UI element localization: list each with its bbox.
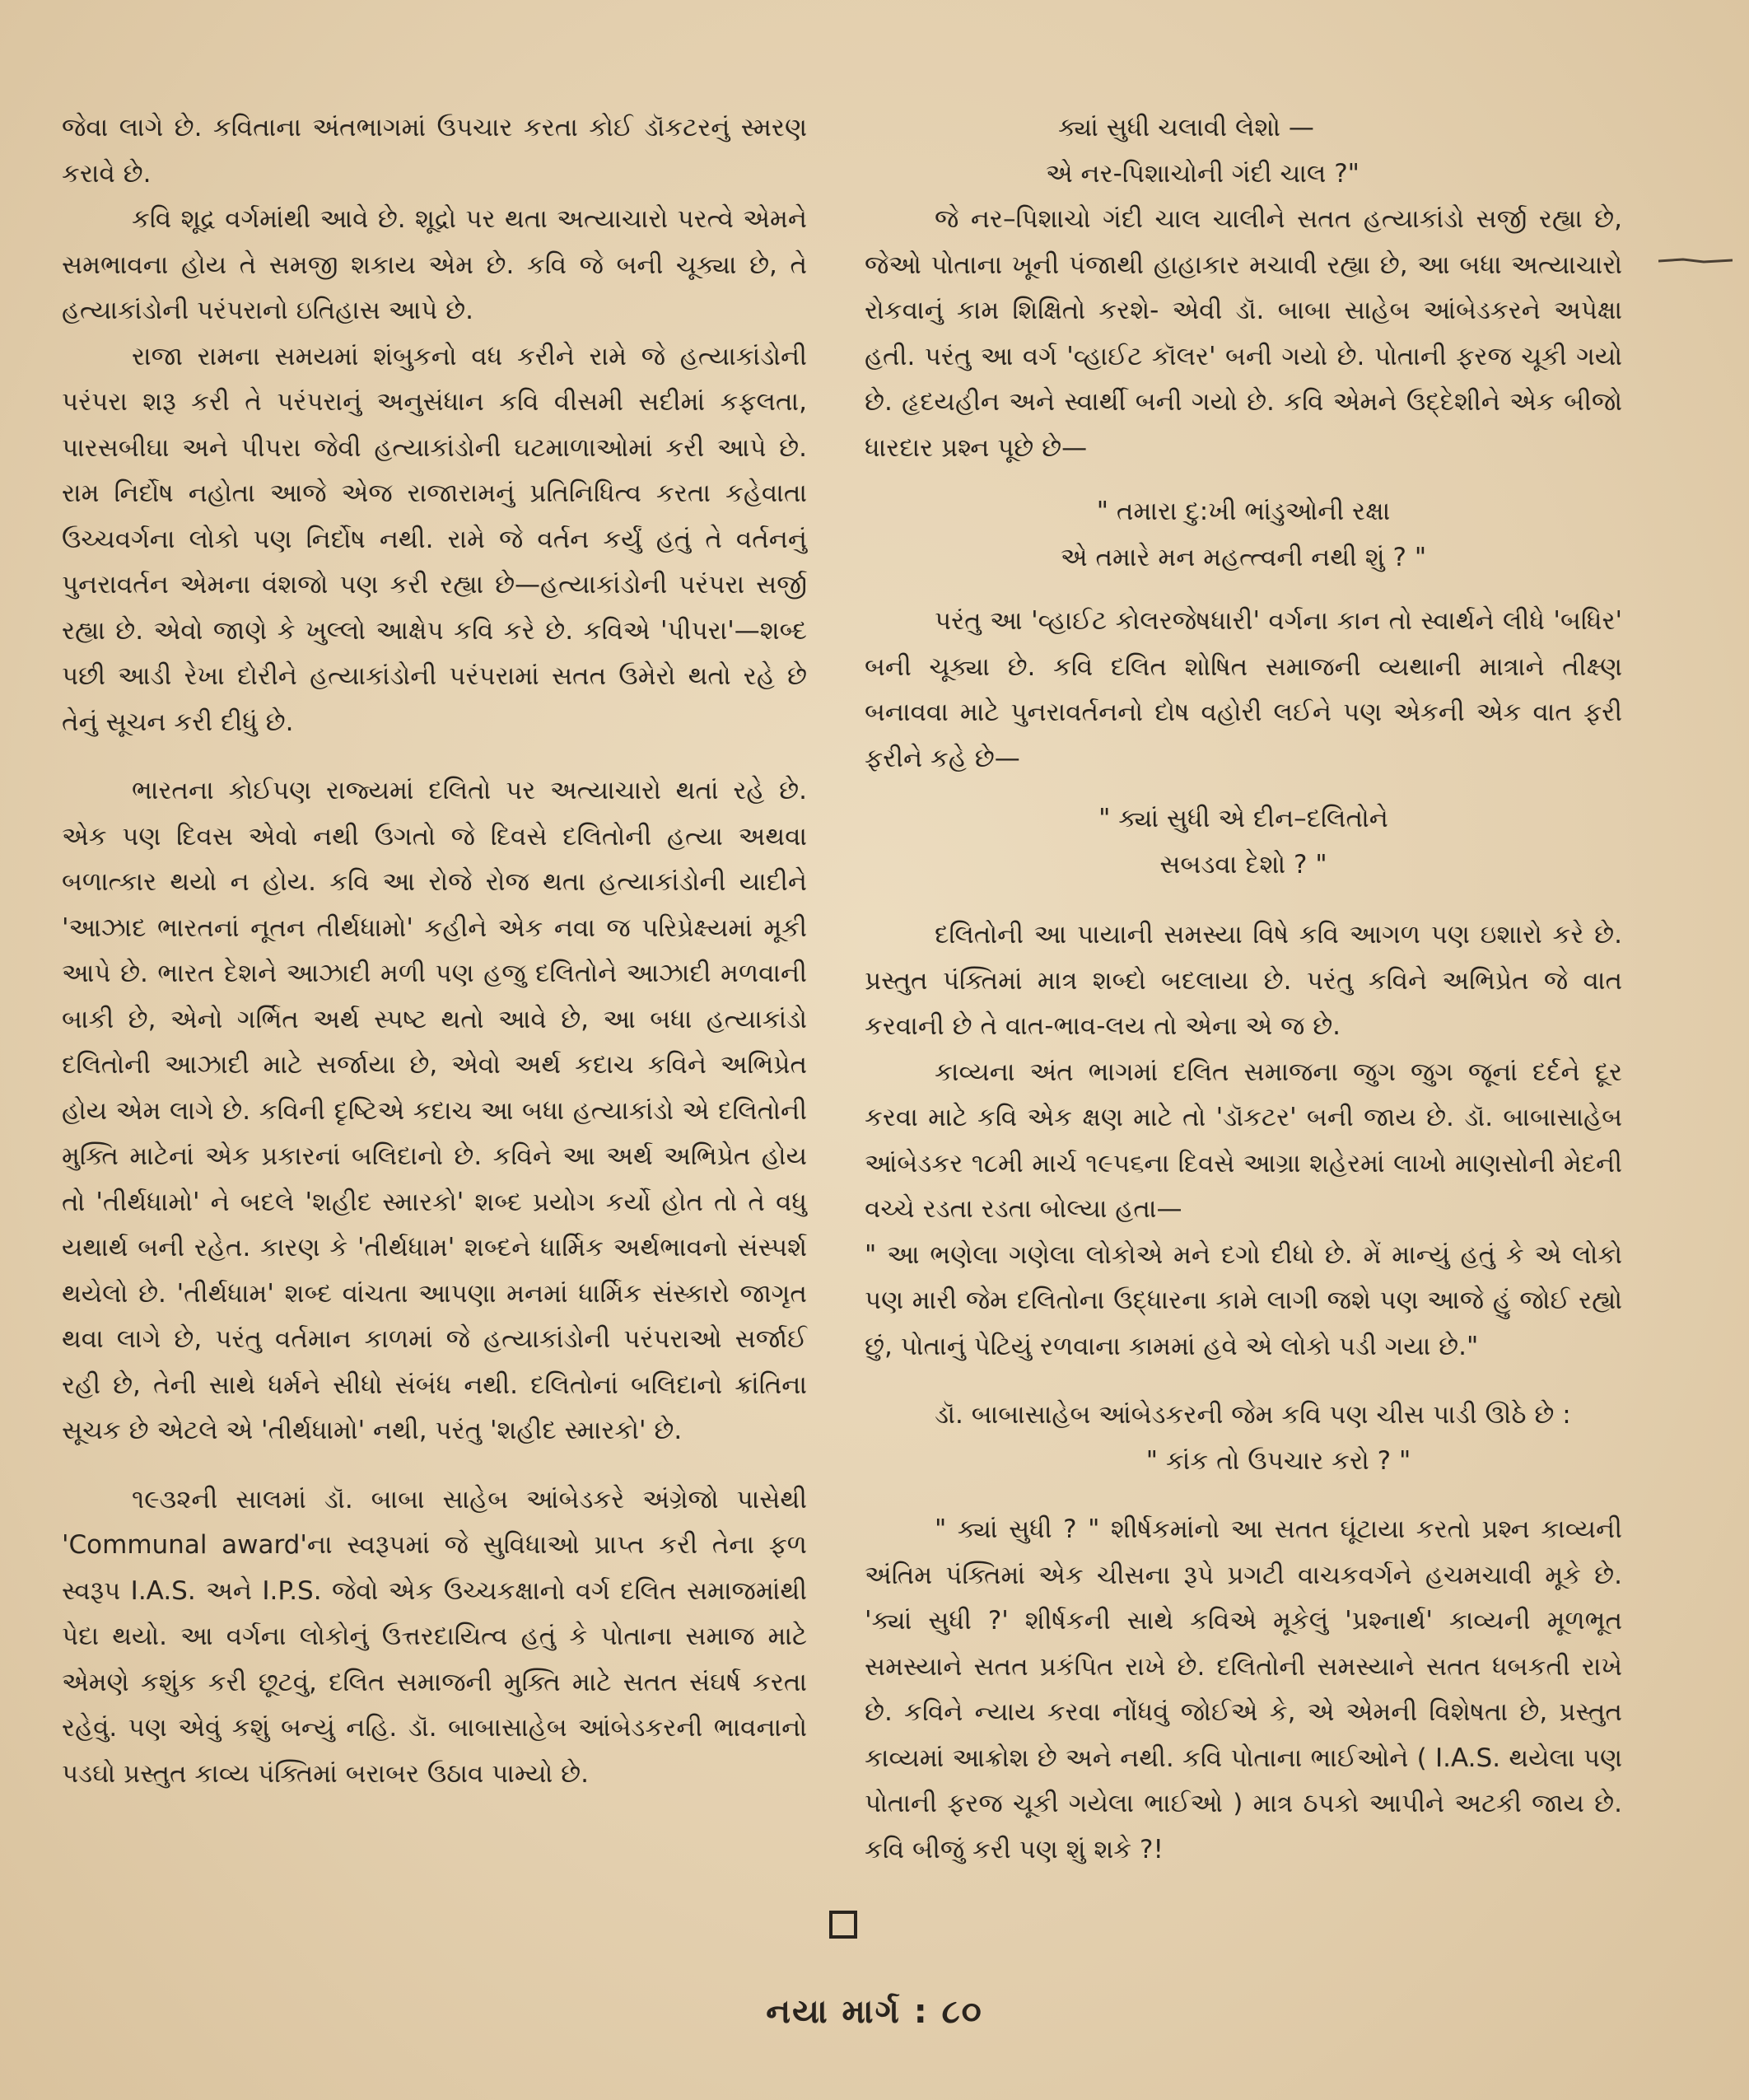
- verse-line: સબડવા દેશો ? ": [1159, 849, 1327, 880]
- square-end-mark-icon: [829, 1911, 857, 1939]
- paragraph: જેવા લાગે છે. કવિતાના અંતભાગમાં ઉપચાર કરતા કોઈ ડૉકટરનું સ્મરણ કરાવે છે.: [62, 113, 807, 189]
- paragraph: ભારતના કોઈપણ રાજ્યમાં દલિતો પર અત્યાચારો થતાં રહે છે. એક પણ દિવસ એવો નથી ઉગતો જે દિવસે દલિતોની હત્યા અથવા બળાત્કાર થયો ન હોય. કવિ આ રોજે રોજ થતા હત્યાકાંડોની યાદીને 'આઝાદ ભારતનાં નૂતન તીર્થધામો' કહીને એક નવા જ પરિપ્રેક્ષ્યમાં મૂકી આપે છે. ભારત દેશને આઝાદી મળી પણ હજુ દલિતોને આઝાદી મળવાની બાકી છે, એનો ગર્ભિત અર્થ સ્પષ્ટ થતો આવે છે, આ બધા હત્યાકાંડો દલિતોની આઝાદી માટે સર્જાયા છે, એવો અર્થ કદાચ કવિને અભિપ્રેત હોય એમ લાગે છે. કવિની દૃષ્ટિએ કદાચ આ બધા હત્યાકાંડો એ દલિતોની મુક્તિ માટેનાં એક પ્રકારનાં બલિદાનો છે. કવિને આ અર્થ અભિપ્રેત હોય તો 'તીર્થધામો' ને બદલે 'શહીદ સ્મારકો' શબ્દ પ્રયોગ કર્યો હોત તો તે વધુ યથાર્થ બની રહેત. કારણ કે 'તીર્થધામ' શબ્દને ધાર્મિક અર્થભાવનો સંસ્પર્શ થયેલો છે. 'તીર્થધામ' શબ્દ વાંચતા આપણા મનમાં ધાર્મિક સંસ્કારો જાગૃત થવા લાગે છે, પરંતુ વર્તમાન કાળમાં જે હત્યાકાંડોની પરંપરાઓ સર્જાઈ રહી છે, તેની સાથે ધર્મને સીધો સંબંધ નથી. દલિતોનાં બલિદાનો ક્રાંતિના સૂચક છે એટલે એ 'તીર્થધામો' નથી, પરંતુ 'શહીદ સ્મારકો' છે.: [62, 776, 807, 1445]
- verse-block: [1046, 105, 1622, 197]
- verse-block: [865, 796, 1622, 888]
- verse-line: એ નર-પિશાચોની ગંદી ચાલ ?": [1046, 158, 1360, 189]
- paragraph: કવિ શૂદ્ર વર્ગમાંથી આવે છે. શૂદ્રો પર થતા અત્યાચારો પરત્વે એમને સમભાવના હોય તે સમજી શકાય એમ છે. કવિ જે બની ચૂક્યા છે, તે હત્યાકાંડોની પરંપરાનો ઇતિહાસ આપે છે.: [62, 204, 807, 325]
- page-footer: નયા માર્ગ : ૮૦: [766, 1993, 983, 2031]
- quote-paragraph: " આ ભણેલા ગણેલા લોકોએ મને દગો દીધો છે. મેં માન્યું હતું કે એ લોકો પણ મારી જેમ દલિતોના ઉદ્ધારના કામે લાગી જશે પણ આજે હું જોઈ રહ્યો છું, પોતાનું પેટિયું રળવાના કામમાં હવે એ લોકો પડી ગયા છે.": [865, 1239, 1622, 1361]
- paragraph: કાવ્યના અંત ભાગમાં દલિત સમાજના જુગ જુગ જૂનાં દર્દને દૂર કરવા માટે કવિ એક ક્ષણ માટે તો 'ડૉકટર' બની જાય છે. ડૉ. બાબાસાહેબ આંબેડકર ૧૮મી માર્ચ ૧૯૫૬ના દિવસે આગ્રા શહેરમાં લાખો માણસોની મેદની વચ્ચે રડતા રડતા બોલ્યા હતા—: [865, 1057, 1622, 1224]
- paragraph: રાજા રામના સમયમાં શંબુકનો વધ કરીને રામે જે હત્યાકાંડોની પરંપરા શરૂ કરી તે પરંપરાનું અનુસંધાન કવિ વીસમી સદીમાં કફલતા, પારસબીઘા અને પીપરા જેવી હત્યાકાંડોની ઘટમાળાઓમાં કરી આપે છે. રામ નિર્દોષ નહોતા આજે એજ રાજારામનું પ્રતિનિધિત્વ કરતા કહેવાતા ઉચ્ચવર્ગના લોકો પણ નિર્દોષ નથી. રામે જે વર્તન કર્યું હતું તે વર્તનનું પુનરાવર્તન એમના વંશજો પણ કરી રહ્યા છે—હત્યાકાંડોની પરંપરા સર્જી રહ્યા છે. એવો જાણે કે ખુલ્લો આક્ષેપ કવિ કરે છે. કવિએ 'પીપરા'—શબ્દ પછી આડી રેખા દોરીને હત્યાકાંડોની પરંપરામાં સતત ઉમેરો થતો રહે છે તેનું સૂચન કરી દીધું છે.: [62, 341, 807, 737]
- paragraph: " ક્યાં સુધી ? " શીર્ષકમાંનો આ સતત ઘૂંટાયા કરતો પ્રશ્ન કાવ્યની અંતિમ પંક્તિમાં એક ચીસના રૂપે પ્રગટી વાચકવર્ગને હચમચાવી મૂકે છે. 'ક્યાં સુધી ?' શીર્ષકની સાથે કવિએ મૂકેલું 'પ્રશ્નાર્થ' કાવ્યની મૂળભૂત સમસ્યાને સતત પ્રકંપિત રાખે છે. દલિતોની સમસ્યાને સતત ધબકતી રાખે છે. કવિને ન્યાય કરવા નોંધવું જોઈએ કે, એ એમની વિશેષતા છે, પ્રસ્તુત કાવ્યમાં આક્રોશ છે અને નથી. કવિ પોતાના ભાઈઓને ( I.A.S. થયેલા પણ પોતાની ફરજ ચૂકી ગયેલા ભાઈઓ ) માત્ર ઠપકો આપીને અટકી જાય છે. કવિ બીજું કરી પણ શું શકે ?!: [865, 1514, 1622, 1864]
- verse-line: એ તમારે મન મહત્ત્વની નથી શું ? ": [1060, 542, 1427, 572]
- right-column: [865, 105, 1622, 1873]
- paragraph: જે નર–પિશાચો ગંદી ચાલ ચાલીને સતત હત્યાકાંડો સર્જી રહ્યા છે, જેઓ પોતાના ખૂની પંજાથી હાહાકાર મચાવી રહ્યા છે, આ બધા અત્યાચારો રોકવાનું કામ શિક્ષિતો કરશે- એવી ડૉ. બાબા સાહેબ આંબેડકરને અપેક્ષા હતી. પરંતુ આ વર્ગ 'વ્હાઈટ કૉલર' બની ગયો છે. પોતાની ફરજ ચૂકી ગયો છે. હૃદયહીન અને સ્વાર્થી બની ગયો છે. કવિ એમને ઉદ્દેશીને એક બીજો ધારદાર પ્રશ્ન પૂછે છે—: [865, 204, 1622, 463]
- verse-line: ક્યાં સુધી ચલાવી લેશો —: [1058, 113, 1314, 142]
- paragraph: પરંતુ આ 'વ્હાઈટ કોલરજેષધારી' વર્ગના કાન તો સ્વાર્થને લીધે 'બધિર' બની ચૂક્યા છે. કવિ દલિત શોષિત સમાજની વ્યથાની માત્રાને તીક્ષ્ણ બનાવવા માટે પુનરાવર્તનનો દોષ વહોરી લઈને પણ એકની એક વાત ફરી ફરીને કહે છે—: [865, 606, 1622, 773]
- paper-tear-icon: [1658, 255, 1733, 267]
- paragraph: ડૉ. બાબાસાહેબ આંબેડકરની જેમ કવિ પણ ચીસ પાડી ઊઠે છે :: [935, 1400, 1571, 1430]
- verse-line: " ક્યાં સુધી એ દીન–દલિતોને: [1098, 804, 1388, 833]
- paragraph: ૧૯૩૨ની સાલમાં ડૉ. બાબા સાહેબ આંબેડકરે અંગ્રેજો પાસેથી 'Communal award'ના સ્વરૂપમાં જે સુવિધાઓ પ્રાપ્ત કરી તેના ફળ સ્વરૂપ I.A.S. અને I.P.S. જેવો એક ઉચ્ચકક્ષાનો વર્ગ દલિત સમાજમાંથી પેદા થયો. આ વર્ગના લોકોનું ઉત્તરદાયિત્વ હતું કે પોતાના સમાજ માટે એમણે કશુંક કરી છૂટવું, દલિત સમાજની મુક્તિ માટે સતત સંઘર્ષ કરતા રહેવું. પણ એવું કશું બન્યું નહિ. ડૉ. બાબાસાહેબ આંબેડકરની ભાવનાનો પડઘો પ્રસ્તુત કાવ્ય પંક્તિમાં બરાબર ઉઠાવ પામ્યો છે.: [62, 1484, 807, 1789]
- left-column: [62, 105, 807, 1797]
- verse-block: [865, 489, 1622, 581]
- verse-line: " તમારા દુ:ખી ભાંડુઓની રક્ષા: [1096, 497, 1391, 526]
- verse-line: " કાંક તો ઉપચાર કરો ? ": [1145, 1445, 1411, 1476]
- paragraph: દલિતોની આ પાયાની સમસ્યા વિષે કવિ આગળ પણ ઇશારો કરે છે. પ્રસ્તુત પંક્તિમાં માત્ર શબ્દો બદલાયા છે. પરંતુ કવિને અભિપ્રેત જે વાત કરવાની છે તે વાત-ભાવ-લય તો એના એ જ છે.: [865, 920, 1622, 1041]
